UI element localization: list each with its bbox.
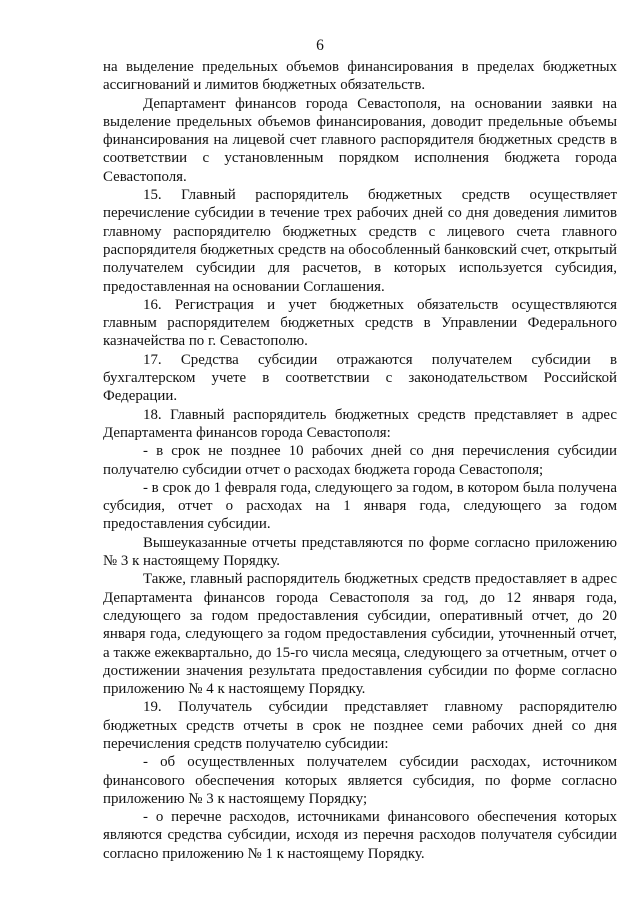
- paragraph: Департамент финансов города Севастополя, на основании заявки на выделение предельных объемов финансирования, доводит предельные объемы финансирования на лицевой счет главного распорядителя бюджетных средств в соответствии с установленным порядком исполнения бюджета города Севастополя.: [103, 95, 617, 185]
- paragraph-clause-16: 16. Регистрация и учет бюджетных обязательств осуществляются главным распорядителем бюджетных средств в Управлении Федерального казначейства по г. Севастополю.: [103, 296, 617, 350]
- paragraph: Вышеуказанные отчеты представляются по форме согласно приложению № 3 к настоящему Порядку.: [103, 534, 617, 570]
- list-item: - в срок не позднее 10 рабочих дней со дня перечисления субсидии получателю субсидии отчет о расходах бюджета города Севастополя;: [103, 443, 617, 478]
- paragraph-clause-17: 17. Средства субсидии отражаются получателем субсидии в бухгалтерском учете в соответствии с законодательством Российской Федерации.: [103, 351, 617, 405]
- list-item: - об осуществленных получателем субсидии расходах, источником финансового обеспечения которых является субсидия, по форме согласно приложению № 3 к настоящему Порядку;: [103, 754, 617, 807]
- paragraph-clause-15: 15. Главный распорядитель бюджетных средств осуществляет перечисление субсидии в течение трех рабочих дней со дня доведения лимитов главному распорядителю бюджетных средств с лицевого счета главного распорядителя бюджетных средств на обособленный банковский счет, открытый получателем субсидии для расчетов, в которых используется субсидия, предоставленная на основании Соглашения.: [103, 187, 617, 295]
- paragraph: на выделение предельных объемов финансирования в пределах бюджетных ассигнований и лимитов бюджетных обязательств.: [103, 59, 617, 94]
- paragraph: Также, главный распорядитель бюджетных средств предоставляет в адрес Департамента финансов города Севастополя за год, до 12 января года, следующего за годом предоставления субсидии, оперативный отчет, до 20 января года, следующего за годом предоставления субсидии, уточненный отчет, а также ежеквартально, до 15-го числа месяца, следующего за отчетным, отчет о достижении значения результата предоставления субсидии по форме согласно приложению № 4 к настоящему Порядку.: [103, 571, 617, 698]
- paragraph-clause-19: 19. Получатель субсидии представляет главному распорядителю бюджетных средств отчеты в срок не позднее семи рабочих дней со дня перечисления средств получателю субсидии:: [103, 699, 617, 752]
- list-item: - о перечне расходов, источниками финансового обеспечения которых являются средства субсидии, исходя из перечня расходов получателя субсидии согласно приложению № 1 к настоящему Порядку.: [103, 809, 617, 862]
- document-body: [103, 58, 617, 863]
- page-number: 6: [316, 37, 324, 54]
- list-item: - в срок до 1 февраля года, следующего за годом, в котором была получена субсидия, отчет о расходах на 1 января года, следующего за годом предоставления субсидии.: [103, 479, 617, 533]
- paragraph-clause-18: 18. Главный распорядитель бюджетных средств представляет в адрес Департамента финансов города Севастополя:: [103, 406, 617, 441]
